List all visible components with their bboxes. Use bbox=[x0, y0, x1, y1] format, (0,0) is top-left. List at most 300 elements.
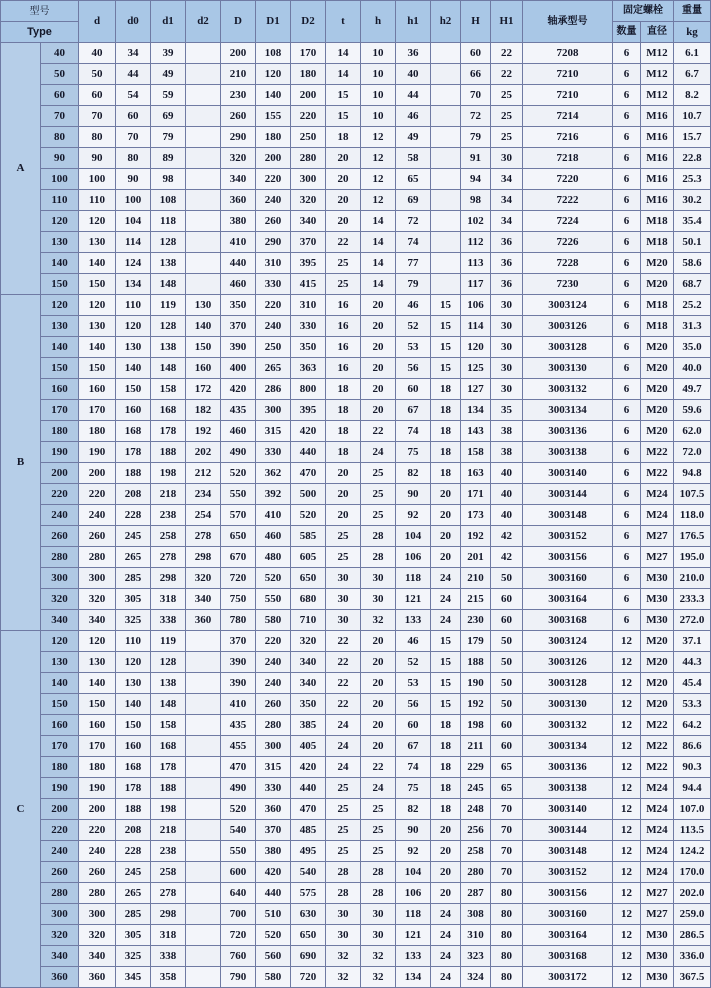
cell-h1: 74 bbox=[396, 757, 431, 778]
cell-h: 30 bbox=[361, 925, 396, 946]
cell-kg: 272.0 bbox=[674, 610, 711, 631]
cell-kg: 210.0 bbox=[674, 568, 711, 589]
cell-h: 229 bbox=[461, 757, 491, 778]
table-row bbox=[1, 736, 711, 757]
cell-h: 20 bbox=[361, 652, 396, 673]
cell-qty: 6 bbox=[613, 85, 641, 106]
cell-h: 10 bbox=[361, 85, 396, 106]
size-cell: 280 bbox=[41, 547, 79, 568]
cell-kg: 10.7 bbox=[674, 106, 711, 127]
cell-h: 117 bbox=[461, 274, 491, 295]
size-cell: 190 bbox=[41, 778, 79, 799]
cell-d1: 119 bbox=[151, 295, 186, 316]
bolt-dia-header: 直径 bbox=[641, 22, 674, 43]
cell-d2: 192 bbox=[186, 421, 221, 442]
cell-d1: 240 bbox=[256, 652, 291, 673]
cell-t: 20 bbox=[326, 484, 361, 505]
cell-d: 220 bbox=[79, 484, 116, 505]
cell-bearing: 7222 bbox=[523, 190, 613, 211]
cell-dia: M30 bbox=[641, 967, 674, 988]
cell-d: 220 bbox=[79, 820, 116, 841]
cell-d2: 182 bbox=[186, 400, 221, 421]
cell-d: 440 bbox=[221, 253, 256, 274]
cell-h1: 35 bbox=[491, 400, 523, 421]
cell-h1: 53 bbox=[396, 673, 431, 694]
cell-dia: M22 bbox=[641, 736, 674, 757]
cell-d2 bbox=[186, 883, 221, 904]
table-row bbox=[1, 778, 711, 799]
cell-kg: 53.3 bbox=[674, 694, 711, 715]
cell-h: 248 bbox=[461, 799, 491, 820]
table-row bbox=[1, 190, 711, 211]
cell-d2 bbox=[186, 190, 221, 211]
cell-t: 22 bbox=[326, 232, 361, 253]
cell-d: 100 bbox=[79, 169, 116, 190]
cell-bearing: 3003148 bbox=[523, 505, 613, 526]
cell-h: 25 bbox=[361, 820, 396, 841]
cell-h: 98 bbox=[461, 190, 491, 211]
cell-d: 570 bbox=[221, 505, 256, 526]
cell-h1: 58 bbox=[396, 148, 431, 169]
cell-h1: 25 bbox=[491, 106, 523, 127]
cell-bearing: 3003134 bbox=[523, 400, 613, 421]
cell-d1: 258 bbox=[151, 526, 186, 547]
cell-h: 192 bbox=[461, 526, 491, 547]
cell-d1: 260 bbox=[256, 694, 291, 715]
size-cell: 240 bbox=[41, 505, 79, 526]
cell-dia: M20 bbox=[641, 379, 674, 400]
cell-d: 260 bbox=[221, 106, 256, 127]
cell-kg: 6.7 bbox=[674, 64, 711, 85]
cell-d1: 420 bbox=[256, 862, 291, 883]
cell-qty: 6 bbox=[613, 127, 641, 148]
cell-d2: 720 bbox=[291, 967, 326, 988]
cell-bearing: 3003144 bbox=[523, 820, 613, 841]
cell-h1: 133 bbox=[396, 610, 431, 631]
cell-h1: 82 bbox=[396, 463, 431, 484]
cell-h1: 36 bbox=[491, 232, 523, 253]
cell-dia: M24 bbox=[641, 862, 674, 883]
cell-d2 bbox=[186, 652, 221, 673]
cell-d2: 254 bbox=[186, 505, 221, 526]
cell-dia: M20 bbox=[641, 673, 674, 694]
cell-d0: 54 bbox=[116, 85, 151, 106]
cell-d2 bbox=[186, 694, 221, 715]
cell-d1: 298 bbox=[151, 568, 186, 589]
cell-h: 25 bbox=[361, 463, 396, 484]
cell-h: 12 bbox=[361, 169, 396, 190]
cell-h: 102 bbox=[461, 211, 491, 232]
cell-d0: 245 bbox=[116, 862, 151, 883]
cell-h1: 40 bbox=[491, 484, 523, 505]
cell-d: 435 bbox=[221, 400, 256, 421]
cell-d1: 240 bbox=[256, 190, 291, 211]
size-cell: 160 bbox=[41, 715, 79, 736]
cell-d1: 198 bbox=[151, 799, 186, 820]
cell-d2 bbox=[186, 169, 221, 190]
cell-qty: 6 bbox=[613, 274, 641, 295]
table-row bbox=[1, 694, 711, 715]
cell-h1: 30 bbox=[491, 148, 523, 169]
cell-h: 66 bbox=[461, 64, 491, 85]
cell-d1: 138 bbox=[151, 337, 186, 358]
cell-kg: 25.3 bbox=[674, 169, 711, 190]
cell-d1: 138 bbox=[151, 253, 186, 274]
cell-qty: 6 bbox=[613, 400, 641, 421]
table-row bbox=[1, 127, 711, 148]
cell-dia: M18 bbox=[641, 211, 674, 232]
cell-d1: 550 bbox=[256, 589, 291, 610]
cell-d1: 318 bbox=[151, 589, 186, 610]
size-cell: 120 bbox=[41, 211, 79, 232]
table-row bbox=[1, 484, 711, 505]
cell-d1: 240 bbox=[256, 673, 291, 694]
table-row bbox=[1, 715, 711, 736]
cell-d: 780 bbox=[221, 610, 256, 631]
cell-h2: 24 bbox=[431, 946, 461, 967]
table-row bbox=[1, 547, 711, 568]
cell-d: 200 bbox=[79, 799, 116, 820]
cell-h1: 70 bbox=[491, 820, 523, 841]
cell-h1: 80 bbox=[491, 904, 523, 925]
cell-d2: 278 bbox=[186, 526, 221, 547]
cell-d1: 286 bbox=[256, 379, 291, 400]
cell-d1: 362 bbox=[256, 463, 291, 484]
cell-qty: 6 bbox=[613, 358, 641, 379]
cell-h1: 42 bbox=[491, 526, 523, 547]
cell-d1: 119 bbox=[151, 631, 186, 652]
size-cell: 170 bbox=[41, 736, 79, 757]
cell-t: 24 bbox=[326, 757, 361, 778]
cell-qty: 12 bbox=[613, 883, 641, 904]
cell-qty: 6 bbox=[613, 421, 641, 442]
col-header: d1 bbox=[151, 1, 186, 43]
cell-t: 30 bbox=[326, 568, 361, 589]
cell-d: 150 bbox=[79, 358, 116, 379]
cell-d1: 330 bbox=[256, 274, 291, 295]
table-row bbox=[1, 316, 711, 337]
table-row bbox=[1, 673, 711, 694]
bolt-header: 固定螺栓 bbox=[613, 1, 674, 22]
cell-t: 20 bbox=[326, 169, 361, 190]
cell-d0: 285 bbox=[116, 904, 151, 925]
cell-t: 24 bbox=[326, 715, 361, 736]
cell-h1: 79 bbox=[396, 274, 431, 295]
cell-qty: 6 bbox=[613, 253, 641, 274]
cell-d2: 495 bbox=[291, 841, 326, 862]
cell-h: 72 bbox=[461, 106, 491, 127]
cell-t: 25 bbox=[326, 253, 361, 274]
cell-d1: 200 bbox=[256, 148, 291, 169]
size-cell: 90 bbox=[41, 148, 79, 169]
cell-d: 550 bbox=[221, 841, 256, 862]
cell-h: 30 bbox=[361, 589, 396, 610]
cell-d1: 580 bbox=[256, 967, 291, 988]
cell-h2 bbox=[431, 169, 461, 190]
bearing-header: 轴承型号 bbox=[523, 1, 613, 43]
cell-kg: 15.7 bbox=[674, 127, 711, 148]
cell-t: 28 bbox=[326, 883, 361, 904]
size-cell: 360 bbox=[41, 967, 79, 988]
cell-d2: 540 bbox=[291, 862, 326, 883]
cell-d: 120 bbox=[79, 295, 116, 316]
cell-d0: 325 bbox=[116, 610, 151, 631]
cell-d0: 150 bbox=[116, 715, 151, 736]
size-cell: 170 bbox=[41, 400, 79, 421]
cell-t: 18 bbox=[326, 400, 361, 421]
table-row bbox=[1, 442, 711, 463]
cell-qty: 12 bbox=[613, 904, 641, 925]
cell-qty: 12 bbox=[613, 820, 641, 841]
cell-dia: M20 bbox=[641, 274, 674, 295]
cell-d1: 39 bbox=[151, 43, 186, 64]
size-cell: 200 bbox=[41, 799, 79, 820]
cell-qty: 12 bbox=[613, 799, 641, 820]
cell-h: 70 bbox=[461, 85, 491, 106]
table-row bbox=[1, 589, 711, 610]
cell-d: 455 bbox=[221, 736, 256, 757]
cell-dia: M20 bbox=[641, 421, 674, 442]
cell-d: 230 bbox=[221, 85, 256, 106]
cell-kg: 8.2 bbox=[674, 85, 711, 106]
size-cell: 140 bbox=[41, 673, 79, 694]
cell-h: 163 bbox=[461, 463, 491, 484]
cell-d1: 480 bbox=[256, 547, 291, 568]
cell-d2: 605 bbox=[291, 547, 326, 568]
cell-bearing: 3003156 bbox=[523, 547, 613, 568]
cell-d1: 148 bbox=[151, 358, 186, 379]
cell-d: 60 bbox=[79, 85, 116, 106]
cell-h: 22 bbox=[361, 757, 396, 778]
cell-bearing: 7226 bbox=[523, 232, 613, 253]
cell-h2: 20 bbox=[431, 547, 461, 568]
table-row bbox=[1, 925, 711, 946]
cell-d2: 650 bbox=[291, 568, 326, 589]
cell-h1: 60 bbox=[491, 589, 523, 610]
cell-kg: 64.2 bbox=[674, 715, 711, 736]
cell-kg: 72.0 bbox=[674, 442, 711, 463]
cell-h2: 18 bbox=[431, 778, 461, 799]
cell-d1: 370 bbox=[256, 820, 291, 841]
cell-h1: 60 bbox=[491, 715, 523, 736]
cell-t: 24 bbox=[326, 736, 361, 757]
cell-dia: M24 bbox=[641, 505, 674, 526]
table-row bbox=[1, 106, 711, 127]
cell-d0: 44 bbox=[116, 64, 151, 85]
table-row bbox=[1, 358, 711, 379]
weight-header: 重量 bbox=[674, 1, 711, 22]
cell-bearing: 3003140 bbox=[523, 463, 613, 484]
cell-h: 24 bbox=[361, 778, 396, 799]
cell-bearing: 3003164 bbox=[523, 589, 613, 610]
size-cell: 100 bbox=[41, 169, 79, 190]
cell-d1: 108 bbox=[151, 190, 186, 211]
cell-h2: 18 bbox=[431, 736, 461, 757]
cell-t: 25 bbox=[326, 547, 361, 568]
cell-h1: 134 bbox=[396, 967, 431, 988]
cell-d1: 265 bbox=[256, 358, 291, 379]
cell-h1: 56 bbox=[396, 358, 431, 379]
cell-d: 160 bbox=[79, 379, 116, 400]
cell-h1: 80 bbox=[491, 925, 523, 946]
cell-d1: 148 bbox=[151, 274, 186, 295]
cell-h1: 106 bbox=[396, 547, 431, 568]
cell-d: 120 bbox=[79, 631, 116, 652]
cell-dia: M30 bbox=[641, 568, 674, 589]
cell-d0: 134 bbox=[116, 274, 151, 295]
cell-qty: 6 bbox=[613, 589, 641, 610]
cell-d2: 420 bbox=[291, 421, 326, 442]
size-cell: 300 bbox=[41, 904, 79, 925]
size-cell: 200 bbox=[41, 463, 79, 484]
cell-h: 256 bbox=[461, 820, 491, 841]
cell-d2: 172 bbox=[186, 379, 221, 400]
cell-h1: 40 bbox=[491, 505, 523, 526]
cell-qty: 6 bbox=[613, 505, 641, 526]
cell-dia: M20 bbox=[641, 400, 674, 421]
cell-h2 bbox=[431, 232, 461, 253]
cell-d2 bbox=[186, 799, 221, 820]
cell-d: 340 bbox=[79, 946, 116, 967]
cell-t: 18 bbox=[326, 379, 361, 400]
cell-d2: 800 bbox=[291, 379, 326, 400]
cell-dia: M24 bbox=[641, 799, 674, 820]
cell-qty: 12 bbox=[613, 673, 641, 694]
cell-d2 bbox=[186, 925, 221, 946]
cell-h1: 44 bbox=[396, 85, 431, 106]
cell-h1: 67 bbox=[396, 736, 431, 757]
cell-dia: M30 bbox=[641, 610, 674, 631]
cell-d1: 330 bbox=[256, 442, 291, 463]
table-row bbox=[1, 148, 711, 169]
cell-d2: 470 bbox=[291, 463, 326, 484]
size-cell: 130 bbox=[41, 652, 79, 673]
cell-d: 110 bbox=[79, 190, 116, 211]
cell-d: 520 bbox=[221, 463, 256, 484]
cell-h1: 50 bbox=[491, 673, 523, 694]
cell-kg: 59.6 bbox=[674, 400, 711, 421]
cell-d: 90 bbox=[79, 148, 116, 169]
size-cell: 240 bbox=[41, 841, 79, 862]
cell-d0: 160 bbox=[116, 736, 151, 757]
cell-d2: 680 bbox=[291, 589, 326, 610]
cell-qty: 12 bbox=[613, 925, 641, 946]
cell-dia: M27 bbox=[641, 526, 674, 547]
cell-h: 215 bbox=[461, 589, 491, 610]
cell-bearing: 3003124 bbox=[523, 295, 613, 316]
cell-h1: 90 bbox=[396, 820, 431, 841]
cell-d0: 104 bbox=[116, 211, 151, 232]
cell-qty: 12 bbox=[613, 736, 641, 757]
cell-d: 40 bbox=[79, 43, 116, 64]
cell-d0: 178 bbox=[116, 442, 151, 463]
cell-d: 300 bbox=[79, 904, 116, 925]
cell-h: 20 bbox=[361, 736, 396, 757]
cell-d2: 212 bbox=[186, 463, 221, 484]
cell-qty: 6 bbox=[613, 148, 641, 169]
size-cell: 70 bbox=[41, 106, 79, 127]
cell-d: 130 bbox=[79, 652, 116, 673]
cell-h1: 121 bbox=[396, 925, 431, 946]
cell-bearing: 7230 bbox=[523, 274, 613, 295]
cell-d2: 420 bbox=[291, 757, 326, 778]
cell-h1: 106 bbox=[396, 883, 431, 904]
cell-h1: 30 bbox=[491, 379, 523, 400]
cell-d2: 385 bbox=[291, 715, 326, 736]
cell-d2: 320 bbox=[186, 568, 221, 589]
size-cell: 130 bbox=[41, 232, 79, 253]
cell-d: 410 bbox=[221, 694, 256, 715]
cell-d0: 150 bbox=[116, 379, 151, 400]
cell-d1: 188 bbox=[151, 778, 186, 799]
cell-d1: 220 bbox=[256, 169, 291, 190]
cell-bearing: 3003144 bbox=[523, 484, 613, 505]
cell-h: 112 bbox=[461, 232, 491, 253]
cell-d: 190 bbox=[79, 442, 116, 463]
cell-d2: 340 bbox=[291, 211, 326, 232]
cell-h2: 24 bbox=[431, 589, 461, 610]
cell-d: 410 bbox=[221, 232, 256, 253]
cell-h1: 70 bbox=[491, 862, 523, 883]
cell-h: 24 bbox=[361, 442, 396, 463]
cell-d: 700 bbox=[221, 904, 256, 925]
cell-d2 bbox=[186, 862, 221, 883]
cell-d: 760 bbox=[221, 946, 256, 967]
cell-d: 140 bbox=[79, 337, 116, 358]
cell-d2: 360 bbox=[186, 610, 221, 631]
cell-d1: 168 bbox=[151, 736, 186, 757]
cell-d2: 320 bbox=[291, 631, 326, 652]
cell-d: 390 bbox=[221, 337, 256, 358]
cell-h2: 15 bbox=[431, 358, 461, 379]
cell-qty: 6 bbox=[613, 547, 641, 568]
cell-d: 150 bbox=[79, 274, 116, 295]
cell-bearing: 7228 bbox=[523, 253, 613, 274]
cell-h: 173 bbox=[461, 505, 491, 526]
cell-qty: 6 bbox=[613, 106, 641, 127]
cell-d2: 160 bbox=[186, 358, 221, 379]
size-cell: 140 bbox=[41, 337, 79, 358]
cell-h: 30 bbox=[361, 568, 396, 589]
cell-d1: 108 bbox=[256, 43, 291, 64]
cell-d: 170 bbox=[79, 736, 116, 757]
cell-dia: M20 bbox=[641, 358, 674, 379]
cell-d: 720 bbox=[221, 568, 256, 589]
cell-h: 32 bbox=[361, 946, 396, 967]
cell-h2: 24 bbox=[431, 967, 461, 988]
cell-kg: 90.3 bbox=[674, 757, 711, 778]
table-row bbox=[1, 610, 711, 631]
cell-h1: 92 bbox=[396, 505, 431, 526]
cell-d: 670 bbox=[221, 547, 256, 568]
cell-d2 bbox=[186, 631, 221, 652]
cell-d1: 460 bbox=[256, 526, 291, 547]
cell-dia: M27 bbox=[641, 883, 674, 904]
cell-h: 20 bbox=[361, 379, 396, 400]
cell-d2: 170 bbox=[291, 43, 326, 64]
cell-dia: M16 bbox=[641, 190, 674, 211]
cell-d1: 188 bbox=[151, 442, 186, 463]
cell-h2 bbox=[431, 253, 461, 274]
cell-d2: 415 bbox=[291, 274, 326, 295]
size-cell: 340 bbox=[41, 946, 79, 967]
cell-h2 bbox=[431, 64, 461, 85]
table-row bbox=[1, 883, 711, 904]
cell-h2: 15 bbox=[431, 694, 461, 715]
size-cell: 150 bbox=[41, 694, 79, 715]
cell-d1: 220 bbox=[256, 295, 291, 316]
cell-h2: 15 bbox=[431, 631, 461, 652]
